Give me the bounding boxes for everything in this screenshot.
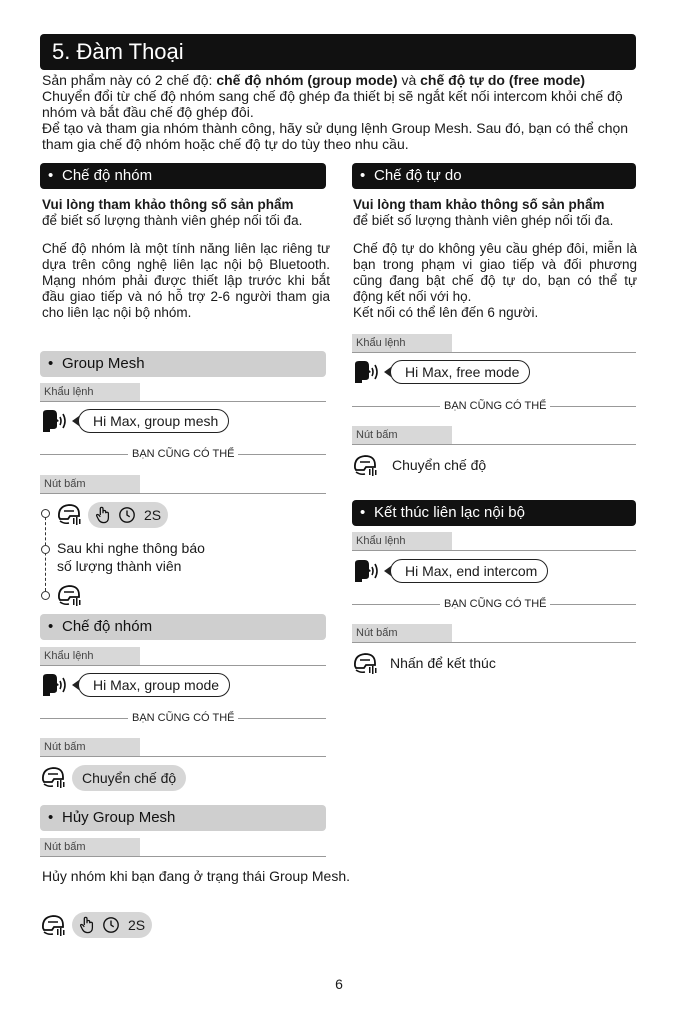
divider (40, 665, 326, 666)
voice-icon (352, 559, 380, 583)
intro-prefix: Sản phẩm này có 2 chế độ: (42, 72, 217, 88)
section-group-mode-label: Chế độ nhóm (62, 167, 153, 184)
hand-press-icon (78, 916, 96, 934)
button-action-pill: Chuyển chế độ (72, 765, 186, 791)
voice-label: Khẩu lệnh (352, 532, 452, 550)
divider (40, 493, 326, 494)
helmet-button-icon (352, 652, 380, 676)
intro-line2: Chuyển đổi từ chế độ nhóm sang chế độ ghép đa thiết bị sẽ ngắt kết nối intercom khỏi chế độ nhóm và bắt đầu chế độ ghép đôi. (42, 88, 623, 120)
divider (40, 401, 326, 402)
bullet: • (48, 355, 54, 372)
page-number: 6 (335, 976, 343, 992)
section-group-mode-command (40, 614, 326, 640)
intro-and: và (397, 72, 421, 88)
cancel-desc: Hủy nhóm khi bạn đang ở trạng thái Group Mesh. (42, 868, 351, 884)
timeline-dot (41, 545, 50, 554)
divider (40, 756, 326, 757)
alt-label: BẠN CŨNG CÓ THỂ (440, 400, 550, 412)
voice-label: Khẩu lệnh (40, 647, 140, 665)
section-group-mesh (40, 351, 326, 377)
group-notice-text: để biết số lượng thành viên ghép nối tối đa. (42, 213, 303, 228)
voice-command-pill: Hi Max, group mode (78, 673, 230, 697)
divider (352, 444, 636, 445)
section-group-mode-command-label: Chế độ nhóm (62, 618, 153, 635)
hand-press-icon (94, 506, 112, 524)
voice-icon (40, 673, 68, 697)
clock-icon (102, 916, 120, 934)
helmet-button-icon (40, 766, 68, 790)
divider (352, 642, 636, 643)
helmet-button-icon (56, 584, 84, 608)
group-notice (42, 197, 332, 229)
intro-group-mode: chế độ nhóm (group mode) (216, 72, 398, 88)
intro-text (42, 72, 636, 152)
voice-command-pill: Hi Max, end intercom (390, 559, 548, 583)
hold-time: 2S (144, 507, 162, 523)
timeline-dot (41, 509, 50, 518)
alt-label: BẠN CŨNG CÓ THỂ (128, 712, 238, 724)
free-desc-limit: Kết nối có thể lên đến 6 người. (353, 305, 539, 320)
section-end-intercom (352, 500, 636, 526)
intro-line3: Để tạo và tham gia nhóm thành công, hãy sử dụng lệnh Group Mesh. Sau đó, bạn có thể chọn tham gia chế độ nhóm hoặc chế độ tự do tùy theo nhu cầu. (42, 120, 629, 152)
button-action-text: Nhấn để kết thúc (390, 655, 496, 671)
divider (352, 352, 636, 353)
section-free-mode-label: Chế độ tự do (374, 167, 462, 184)
page-title: 5. Đàm Thoại (40, 34, 636, 70)
voice-label: Khẩu lệnh (40, 383, 140, 401)
alt-label: BẠN CŨNG CÓ THỂ (128, 448, 238, 460)
button-action-text: Chuyển chế độ (392, 457, 487, 473)
button-label: Nút bấm (352, 624, 452, 642)
section-cancel-group-mesh (40, 805, 326, 831)
voice-icon (352, 360, 380, 384)
after-line2: số lượng thành viên (57, 558, 182, 574)
section-free-mode (352, 163, 636, 189)
helmet-button-icon (40, 914, 68, 938)
clock-icon (118, 506, 136, 524)
voice-icon (40, 409, 68, 433)
voice-command-pill: Hi Max, free mode (390, 360, 530, 384)
bullet: • (48, 618, 54, 635)
helmet-button-icon (352, 454, 380, 478)
free-desc-text: Chế độ tự do không yêu cầu ghép đôi, miễn là bạn trong phạm vi giao tiếp và đối phương cũng đang bật chế độ tự do, bạn có thể tự động kết nối với họ. (353, 241, 637, 304)
after-announcement (57, 539, 205, 575)
button-label: Nút bấm (40, 838, 140, 856)
voice-command-pill: Hi Max, group mesh (78, 409, 229, 433)
button-label: Nút bấm (40, 738, 140, 756)
free-notice-bold: Vui lòng tham khảo thông số sản phẩm (353, 197, 605, 212)
hold-time: 2S (128, 917, 146, 933)
group-desc: Chế độ nhóm là một tính năng liên lạc riêng tư dựa trên công nghệ liên lạc nội bộ Bluetooth. Mạng nhóm phải được thiết lập trước khi bắt đầu giao tiếp và nó hỗ trợ 2-6 người tham gia cho liên lạc nội bộ nhóm. (42, 241, 330, 320)
intro-free-mode: chế độ tự do (free mode) (420, 72, 586, 88)
section-group-mesh-label: Group Mesh (62, 355, 145, 372)
hold-badge (72, 912, 152, 938)
bullet: • (360, 167, 366, 184)
helmet-button-icon (56, 503, 84, 527)
divider (352, 550, 636, 551)
after-line1: Sau khi nghe thông báo (57, 540, 205, 556)
section-cancel-group-mesh-label: Hủy Group Mesh (62, 809, 176, 826)
alt-label: BẠN CŨNG CÓ THỂ (440, 598, 550, 610)
button-label: Nút bấm (352, 426, 452, 444)
timeline-dot (41, 591, 50, 600)
free-notice-text: để biết số lượng thành viên ghép nối tối đa. (353, 213, 614, 228)
bullet: • (360, 504, 366, 521)
timeline-line (45, 512, 46, 596)
bullet: • (48, 167, 54, 184)
hold-badge (88, 502, 168, 528)
divider (40, 856, 326, 857)
button-label: Nút bấm (40, 475, 140, 493)
bullet: • (48, 809, 54, 826)
free-desc (353, 241, 637, 321)
free-notice (353, 197, 643, 229)
section-group-mode (40, 163, 326, 189)
voice-label: Khẩu lệnh (352, 334, 452, 352)
section-end-intercom-label: Kết thúc liên lạc nội bộ (374, 504, 525, 521)
group-notice-bold: Vui lòng tham khảo thông số sản phẩm (42, 197, 294, 212)
